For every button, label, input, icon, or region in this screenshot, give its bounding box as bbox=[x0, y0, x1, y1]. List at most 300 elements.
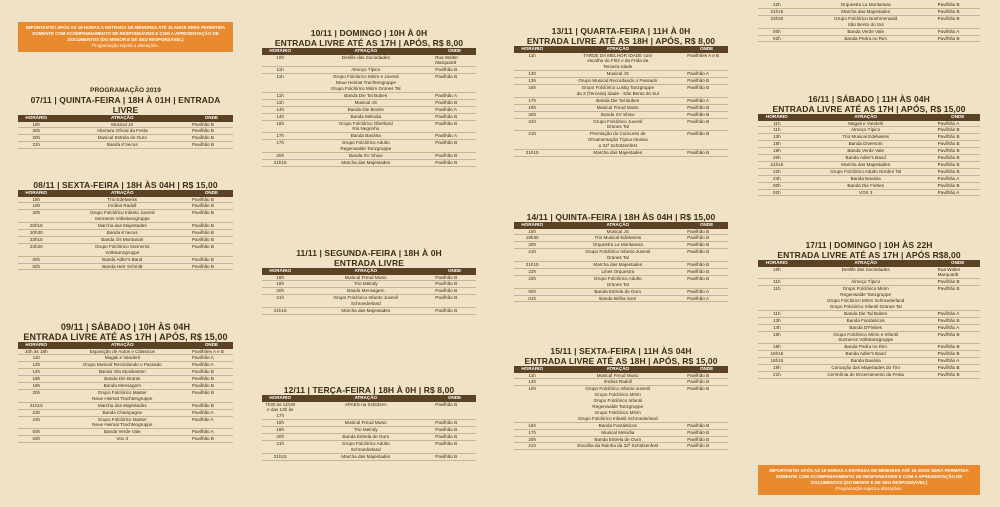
venue-cell: Pavilhão B bbox=[433, 295, 476, 308]
time-cell: 21h bbox=[758, 372, 796, 379]
time-cell: 19h bbox=[758, 148, 796, 155]
venue-cell: Pavilhão B bbox=[190, 236, 233, 243]
notice-subtext: Programação sujeita a alterações. bbox=[835, 486, 903, 491]
table-row bbox=[758, 155, 980, 162]
attraction-cell: Exposição de Autos e Clássicos bbox=[55, 349, 190, 355]
venue-cell: Pavilhão B bbox=[936, 317, 980, 324]
attraction-cell: Musical JS bbox=[550, 229, 685, 235]
day-title: 16/11 | SÁBADO | 11H ÀS 04H bbox=[808, 94, 930, 104]
attraction-cell: Grupo Folclórico Oberland Rio Negrinho bbox=[298, 120, 433, 133]
header-atracao: ATRAÇÃO bbox=[55, 115, 190, 122]
attraction-cell: Grupo Folclórico Infanto Juvenil Sünneros Volkstanzgruppe bbox=[55, 210, 190, 223]
venue-cell: Pavilhão B bbox=[190, 223, 233, 230]
header-horario: HORÁRIO bbox=[758, 260, 796, 267]
venue-cell: Pavilhão B bbox=[685, 429, 728, 436]
time-cell: 11h bbox=[18, 355, 55, 362]
attraction-cell: Trio Musical Edelweiss bbox=[796, 134, 936, 141]
header-atracao: ATRAÇÃO bbox=[550, 46, 685, 53]
venue-cell: Pavilhão B bbox=[685, 229, 728, 235]
attraction-cell: Grupo Folclórico Adulto Schroederland bbox=[298, 440, 433, 453]
venue-cell: Pavilhão A bbox=[936, 324, 980, 331]
time-cell: 21h bbox=[514, 443, 550, 450]
notice-top bbox=[18, 22, 233, 52]
time-cell: 22h bbox=[758, 2, 796, 8]
venue-cell: Pavilhão B bbox=[685, 275, 728, 288]
day-title: 15/11 | SEXTA-FEIRA | 11H ÀS 04H bbox=[550, 346, 692, 356]
venue-cell: Pavilhão B bbox=[685, 85, 728, 98]
time-cell: 22h bbox=[758, 168, 796, 175]
venue-cell: Pavilhão B bbox=[190, 369, 233, 376]
attraction-cell: Musical Freud Music bbox=[298, 275, 433, 281]
table-row bbox=[18, 402, 233, 409]
attraction-cell: Grupo Folclórico Adulto Regenwalde Tanzgruppe bbox=[298, 140, 433, 153]
attraction-cell: Banda Verde Vale bbox=[796, 148, 936, 155]
table-row bbox=[18, 376, 233, 383]
column-4 bbox=[758, 0, 980, 507]
venue-cell: Pavilhão B bbox=[433, 275, 476, 281]
attraction-cell: Coroação das Majestades do Tiro bbox=[796, 365, 936, 372]
venue-cell: Pavilhão B bbox=[433, 402, 476, 420]
table-row bbox=[262, 120, 476, 133]
table-row bbox=[758, 189, 980, 196]
attraction-cell: Musical Freud Music bbox=[550, 104, 685, 111]
attraction-cell: Banda K'necus bbox=[55, 142, 190, 149]
table-row bbox=[262, 402, 476, 420]
table-row bbox=[18, 142, 233, 149]
venue-cell: Pavilhão A bbox=[936, 175, 980, 182]
attraction-cell: Musical Freud Music bbox=[550, 373, 685, 379]
attraction-cell: Banda Vila Musikanten bbox=[55, 369, 190, 376]
time-cell: 17h bbox=[262, 140, 298, 153]
time-cell: 20h bbox=[262, 153, 298, 160]
attraction-cell: Almoço Típico bbox=[298, 67, 433, 74]
time-cell: 23h bbox=[514, 275, 550, 288]
venue-cell: Pavilhão B bbox=[936, 161, 980, 168]
table-row bbox=[758, 344, 980, 351]
time-cell: 19h bbox=[758, 365, 796, 372]
header-onde: ONDE bbox=[190, 115, 233, 122]
attraction-cell: Banda Estrela de Ouro bbox=[550, 288, 685, 295]
attraction-cell: Banda Bavária bbox=[796, 175, 936, 182]
day-subtitle: ENTRADA LIVRE ATÉ AS 17H | APÓS, R$ 8,00 bbox=[274, 38, 464, 48]
venue-cell: Pavilhão B bbox=[190, 436, 233, 443]
attraction-cell: Vox 3 bbox=[55, 436, 190, 443]
venue-cell: Pavilhão B bbox=[190, 135, 233, 142]
time-cell: 21h bbox=[262, 295, 298, 308]
table-row bbox=[262, 133, 476, 140]
notice-subtext: Programação sujeita a alterações. bbox=[92, 43, 159, 48]
attraction-cell: Banda Mensagem bbox=[55, 383, 190, 390]
time-cell: 20h bbox=[18, 210, 55, 223]
attraction-cell: APAES na Schützen bbox=[298, 402, 433, 420]
time-cell: 11h bbox=[262, 99, 298, 106]
time-cell: 20h bbox=[262, 434, 298, 441]
time-cell: 20h bbox=[18, 389, 55, 402]
venue-cell: Pavilhão B bbox=[433, 308, 476, 315]
section-11 bbox=[262, 248, 476, 315]
attraction-cell: Banda Adler's Band bbox=[55, 256, 190, 263]
attraction-cell: Grupo Folclórico Infanto-Juvenil Grupo Folclórico Mirim Grupo Folclórico Infantil Regenwalde Tanzgruppe Grupo Folclórico Mirim Grupo Folclórico Infantil Schroederland bbox=[550, 386, 685, 422]
day-subtitle: ENTRADA LIVRE ATÉ AS 17H | APÓS R$8,00 bbox=[777, 250, 961, 260]
attraction-cell: Abertura Oficial da Festa bbox=[55, 128, 190, 135]
venue-cell: Pavilhão B bbox=[433, 453, 476, 460]
time-cell: 11h bbox=[262, 74, 298, 93]
attraction-cell: Desfile das Sociedades bbox=[796, 267, 936, 279]
attraction-cell: Almoço Típico bbox=[796, 279, 936, 286]
table-row bbox=[18, 416, 233, 429]
time-cell: 02h bbox=[758, 189, 796, 196]
venue-cell: Pavilhão B bbox=[190, 142, 233, 149]
attraction-cell: Banda XV Show bbox=[550, 111, 685, 118]
notice-box bbox=[758, 465, 980, 495]
table-row bbox=[758, 324, 980, 331]
table-row bbox=[514, 104, 728, 111]
time-cell: 21h bbox=[262, 440, 298, 453]
table-row bbox=[18, 243, 233, 256]
attraction-cell: Musical Melodia bbox=[550, 429, 685, 436]
venue-cell: Pavilhões A e B bbox=[685, 53, 728, 71]
table-row bbox=[514, 111, 728, 118]
attraction-cell: Marcha das Majestades bbox=[550, 262, 685, 269]
attraction-cell: Grupo Musical Recordando o Passado bbox=[55, 362, 190, 369]
attraction-cell: Magali e Vanderli bbox=[796, 121, 936, 127]
attraction-cell: Grupo Folclórico Mirim e Infantil Sünneros Volkstanzgruppe bbox=[796, 331, 936, 344]
attraction-cell: Grupo Folclórico Infanto Juvenil Schroederland bbox=[298, 295, 433, 308]
table-row bbox=[262, 92, 476, 99]
venue-cell: Pavilhão A bbox=[190, 355, 233, 362]
time-cell: 21h15 bbox=[18, 402, 55, 409]
table-row bbox=[758, 372, 980, 379]
attraction-cell: Almoço Típico bbox=[796, 127, 936, 134]
table-row bbox=[758, 15, 980, 28]
table-row bbox=[758, 365, 980, 372]
venue-cell: Pavilhão B bbox=[936, 331, 980, 344]
time-cell: 23h bbox=[758, 175, 796, 182]
table-row bbox=[758, 161, 980, 168]
venue-cell: Pavilhão B bbox=[433, 140, 476, 153]
attraction-cell: Banda Mensagem bbox=[298, 288, 433, 295]
attraction-cell: Banda Verde Vale bbox=[55, 429, 190, 436]
time-cell: 21h15 bbox=[514, 262, 550, 269]
table-row bbox=[758, 351, 980, 358]
column-3 bbox=[514, 0, 728, 507]
day-title: 14/11 | QUINTA-FEIRA | 18H ÀS 04H | R$ 15,00 bbox=[526, 212, 716, 222]
header-onde: ONDE bbox=[190, 342, 233, 349]
section-07 bbox=[18, 87, 233, 149]
table-row bbox=[262, 295, 476, 308]
table-row bbox=[758, 286, 980, 311]
venue-cell: Pavilhão B bbox=[936, 351, 980, 358]
table-row bbox=[262, 140, 476, 153]
header-onde: ONDE bbox=[190, 190, 233, 197]
time-cell: 13h bbox=[18, 362, 55, 369]
attraction-cell: Banda Adler's Band bbox=[796, 351, 936, 358]
day-subtitle: ENTRADA LIVRE bbox=[334, 258, 404, 268]
table-row bbox=[758, 141, 980, 148]
attraction-cell: Grupo Folclórico Infanto-Juvenil Grünes Tal bbox=[550, 249, 685, 262]
schedule-table bbox=[18, 190, 233, 270]
attraction-cell: Banda Diversom bbox=[796, 141, 936, 148]
table-row bbox=[514, 429, 728, 436]
venue-cell: Pavilhão B bbox=[433, 160, 476, 167]
table-row bbox=[262, 427, 476, 434]
time-cell: 02h bbox=[758, 35, 796, 42]
day-title: 08/11 | SEXTA-FEIRA | 18H ÀS 04H | R$ 15,00 bbox=[33, 180, 218, 190]
day-title: 12/11 | TERÇA-FEIRA | 18H À 0H | R$ 8,00 bbox=[283, 385, 455, 395]
table-row bbox=[758, 28, 980, 35]
table-row bbox=[514, 249, 728, 262]
table-row bbox=[18, 263, 233, 270]
time-cell: 14h bbox=[758, 324, 796, 331]
time-cell: 17h bbox=[262, 133, 298, 140]
table-row bbox=[758, 127, 980, 134]
notice-bottom bbox=[758, 465, 980, 495]
header-onde: ONDE bbox=[685, 366, 728, 373]
time-cell: 18h15 bbox=[758, 358, 796, 365]
header-onde: ONDE bbox=[433, 48, 476, 55]
table-row bbox=[514, 242, 728, 249]
attraction-cell: Musical JS bbox=[298, 99, 433, 106]
attraction-cell: Grupo Folclórico Master Neue Heimat Trachtengruppe bbox=[55, 416, 190, 429]
table-row bbox=[18, 223, 233, 230]
table-row bbox=[18, 436, 233, 443]
attraction-cell: Marcha das Majestades bbox=[55, 223, 190, 230]
time-cell: 18h bbox=[262, 420, 298, 427]
time-cell: 16h bbox=[758, 141, 796, 148]
table-row bbox=[514, 379, 728, 386]
table-row bbox=[758, 331, 980, 344]
venue-cell: Pavilhão B bbox=[936, 134, 980, 141]
attraction-cell: Musical JS bbox=[550, 71, 685, 78]
venue-cell: Pavilhão B bbox=[190, 243, 233, 256]
attraction-cell: Banda XV Show bbox=[298, 153, 433, 160]
attraction-cell: Banda Verde Vale bbox=[796, 28, 936, 35]
header-horario: HORÁRIO bbox=[262, 48, 298, 55]
time-cell: 17h bbox=[514, 429, 550, 436]
table-row bbox=[758, 148, 980, 155]
day-title: 11/11 | SEGUNDA-FEIRA | 18H À 0H bbox=[296, 248, 442, 258]
column-2 bbox=[262, 0, 476, 507]
table-row bbox=[758, 358, 980, 365]
table-row bbox=[18, 135, 233, 142]
schedule-table bbox=[514, 46, 728, 157]
attraction-cell: Grupo Folclórico Mirim e Juvenil Neue Heimat Trachtengruppe Grupo Folclórico Mirim Grünes Tal bbox=[298, 74, 433, 93]
day-title: 17/11 | DOMINGO | 10H ÀS 22H bbox=[805, 240, 933, 250]
time-cell: 19h bbox=[262, 281, 298, 288]
venue-cell: Pavilhão A bbox=[433, 106, 476, 113]
attraction-cell: Orquestra La Montanara bbox=[796, 2, 936, 8]
venue-cell: Pavilhão B bbox=[685, 118, 728, 131]
day-title: 07/11 | QUINTA-FEIRA | 18H À 01H | ENTRADA LIVRE bbox=[30, 95, 221, 115]
time-cell: 18h bbox=[262, 275, 298, 281]
table-row bbox=[758, 8, 980, 15]
venue-cell: Pavilhão B bbox=[190, 383, 233, 390]
time-cell: 00h bbox=[758, 182, 796, 189]
venue-cell: Pavilhão B bbox=[936, 8, 980, 15]
time-cell: 11h bbox=[758, 127, 796, 134]
time-cell: 21h15 bbox=[514, 150, 550, 157]
time-cell: 20h bbox=[758, 155, 796, 162]
venue-cell: Pavilhão B bbox=[433, 67, 476, 74]
table-row bbox=[262, 440, 476, 453]
time-cell: 13h bbox=[514, 379, 550, 386]
header-horario: HORÁRIO bbox=[18, 190, 55, 197]
time-cell: 23h bbox=[18, 416, 55, 429]
attraction-cell: Marcha das Majestades bbox=[796, 161, 936, 168]
time-cell: 19h bbox=[18, 203, 55, 210]
table-row bbox=[514, 53, 728, 71]
venue-cell: Pavilhão B bbox=[190, 376, 233, 383]
attraction-cell: Banda Die Brants bbox=[298, 106, 433, 113]
header-atracao: ATRAÇÃO bbox=[298, 395, 433, 402]
attraction-cell: Cerimônia de Encerramento da Festa bbox=[796, 372, 936, 379]
venue-cell: Pavilhão B bbox=[685, 422, 728, 429]
header-horario: HORÁRIO bbox=[514, 46, 550, 53]
attraction-cell: Irmãos Radoll bbox=[550, 379, 685, 386]
attraction-cell: Trio Musical Edelweiss bbox=[550, 235, 685, 242]
schedule-table bbox=[18, 342, 233, 443]
table-row bbox=[262, 160, 476, 167]
attraction-cell: Banda Die Tal Buben bbox=[298, 92, 433, 99]
venue-cell: Pavilhão A bbox=[936, 28, 980, 35]
venue-cell: Pavilhão B bbox=[433, 153, 476, 160]
schedule-table bbox=[514, 366, 728, 450]
attraction-cell: Magali e Vanderli bbox=[55, 355, 190, 362]
time-cell: 13h bbox=[514, 78, 550, 85]
attraction-cell: Banda D'Fiebes bbox=[796, 324, 936, 331]
attraction-cell: Premiação do Concurso de Ornamentação Típica Alusiva a 31ª Schützenfest bbox=[550, 131, 685, 150]
venue-cell: Pavilhão B bbox=[936, 35, 980, 42]
venue-cell: Pavilhão B bbox=[685, 436, 728, 443]
attraction-cell: Banda Die Brants bbox=[55, 376, 190, 383]
day-subtitle: ENTRADA LIVRE ATÉ AS 18H | APÓS, R$ 15,00 bbox=[524, 356, 718, 366]
time-cell: 13h bbox=[514, 71, 550, 78]
venue-cell: Pavilhão A bbox=[936, 189, 980, 196]
time-cell: 02h bbox=[18, 263, 55, 270]
attraction-cell: Musical Estrela de Ouro bbox=[55, 135, 190, 142]
time-cell: 20h bbox=[514, 242, 550, 249]
attraction-cell: Irmãos Radoll bbox=[55, 203, 190, 210]
time-cell: 16h bbox=[514, 422, 550, 429]
time-cell: 00h bbox=[758, 28, 796, 35]
venue-cell: Pavilhão A bbox=[685, 288, 728, 295]
notice-text: IMPORTANTE! APÓS AS 18 HORAS A ENTRADA DE MENORES ATÉ 16 ANOS SERÁ PERMITIDA SOMENTE COM ACOMPANHAMENTO DE RESPONSÁVEIS E COM A APRESENTAÇÃO DE DOCUMENTOS (DO MENOR E DE SEU RESPONSÁVEL) bbox=[769, 468, 969, 485]
header-atracao: ATRAÇÃO bbox=[796, 114, 936, 121]
table-row bbox=[262, 67, 476, 74]
venue-cell: Pavilhões A e B bbox=[190, 349, 233, 355]
time-cell: 21h15 bbox=[262, 453, 298, 460]
section-09 bbox=[18, 322, 233, 443]
table-row bbox=[514, 71, 728, 78]
day-title: 09/11 | SÁBADO | 10H ÀS 04H bbox=[60, 322, 191, 332]
table-row bbox=[514, 268, 728, 275]
time-cell: 18h bbox=[18, 197, 55, 203]
table-row bbox=[758, 35, 980, 42]
venue-cell: Pavilhão A bbox=[190, 362, 233, 369]
header-horario: HORÁRIO bbox=[18, 115, 55, 122]
venue-cell: Pavilhão B bbox=[685, 242, 728, 249]
venue-cell: Pavilhão B bbox=[936, 148, 980, 155]
venue-cell: Pavilhão B bbox=[936, 2, 980, 8]
attraction-cell: Banda Brilha Som bbox=[550, 295, 685, 302]
table-row bbox=[262, 308, 476, 315]
table-row bbox=[18, 236, 233, 243]
table-row bbox=[18, 369, 233, 376]
header-atracao: ATRAÇÃO bbox=[550, 222, 685, 229]
time-cell: 10h às 18h bbox=[18, 349, 55, 355]
table-row bbox=[262, 281, 476, 288]
time-cell: 20h15 bbox=[18, 223, 55, 230]
attraction-cell: Banda Os Montanari bbox=[55, 236, 190, 243]
time-cell: 20h bbox=[262, 288, 298, 295]
venue-cell: Pavilhão B bbox=[433, 440, 476, 453]
venue-cell: Pavilhão B bbox=[433, 113, 476, 120]
time-cell: 21h bbox=[514, 131, 550, 150]
time-cell: 21h bbox=[514, 118, 550, 131]
time-cell: 11h bbox=[758, 310, 796, 317]
time-cell: 10h bbox=[262, 55, 298, 67]
time-cell: 02h bbox=[18, 436, 55, 443]
time-cell: 19h bbox=[18, 376, 55, 383]
venue-cell: Pavilhão B bbox=[936, 344, 980, 351]
table-row bbox=[18, 429, 233, 436]
table-row bbox=[262, 55, 476, 67]
attraction-cell: Banda Pedra no Rim bbox=[796, 35, 936, 42]
program-title: PROGRAMAÇÃO 2019 bbox=[90, 87, 161, 94]
table-row bbox=[18, 355, 233, 362]
header-onde: ONDE bbox=[936, 260, 980, 267]
time-cell: 11h bbox=[514, 373, 550, 379]
venue-cell: Pavilhão B bbox=[190, 389, 233, 402]
venue-cell: Rua Walter Marquardt bbox=[936, 267, 980, 279]
schedule-table bbox=[262, 48, 476, 167]
header-horario: HORÁRIO bbox=[514, 222, 550, 229]
venue-cell: Pavilhão A bbox=[936, 358, 980, 365]
table-row bbox=[758, 267, 980, 279]
venue-cell: Pavilhão B bbox=[936, 365, 980, 372]
table-row bbox=[514, 422, 728, 429]
table-row bbox=[758, 310, 980, 317]
attraction-cell: Marcha das Majestades bbox=[796, 8, 936, 15]
table-row bbox=[18, 409, 233, 416]
schedule-table bbox=[758, 260, 980, 379]
time-cell: 01h bbox=[514, 295, 550, 302]
venue-cell: Pavilhão A bbox=[685, 71, 728, 78]
venue-cell: Pavilhão B bbox=[433, 427, 476, 434]
table-row bbox=[262, 106, 476, 113]
section-10 bbox=[262, 28, 476, 167]
attraction-cell: Grupo Folclórico Boehmerwald São Bento do Sul bbox=[796, 15, 936, 28]
header-horario: HORÁRIO bbox=[262, 395, 298, 402]
attraction-cell: Banda Estrela de Ouro bbox=[550, 436, 685, 443]
table-row bbox=[18, 230, 233, 237]
venue-cell: Pavilhão B bbox=[685, 111, 728, 118]
header-onde: ONDE bbox=[433, 395, 476, 402]
time-cell: 16h bbox=[262, 120, 298, 133]
time-cell: 21h15 bbox=[758, 8, 796, 15]
header-atracao: ATRAÇÃO bbox=[55, 342, 190, 349]
attraction-cell: Escolha da Rainha da 32ª Schützenfest bbox=[550, 443, 685, 450]
attraction-cell: Banda Fantásticos bbox=[796, 317, 936, 324]
attraction-cell: Banda Die Tal Buben bbox=[550, 97, 685, 104]
venue-cell: Pavilhão B bbox=[433, 74, 476, 93]
attraction-cell: Marcha das Majestades bbox=[298, 160, 433, 167]
venue-cell: Pavilhão B bbox=[433, 288, 476, 295]
venue-cell: Pavilhão B bbox=[433, 281, 476, 288]
attraction-cell: Banda Melodia bbox=[298, 113, 433, 120]
time-cell: 17h bbox=[514, 97, 550, 104]
time-cell: 23h30 bbox=[758, 15, 796, 28]
